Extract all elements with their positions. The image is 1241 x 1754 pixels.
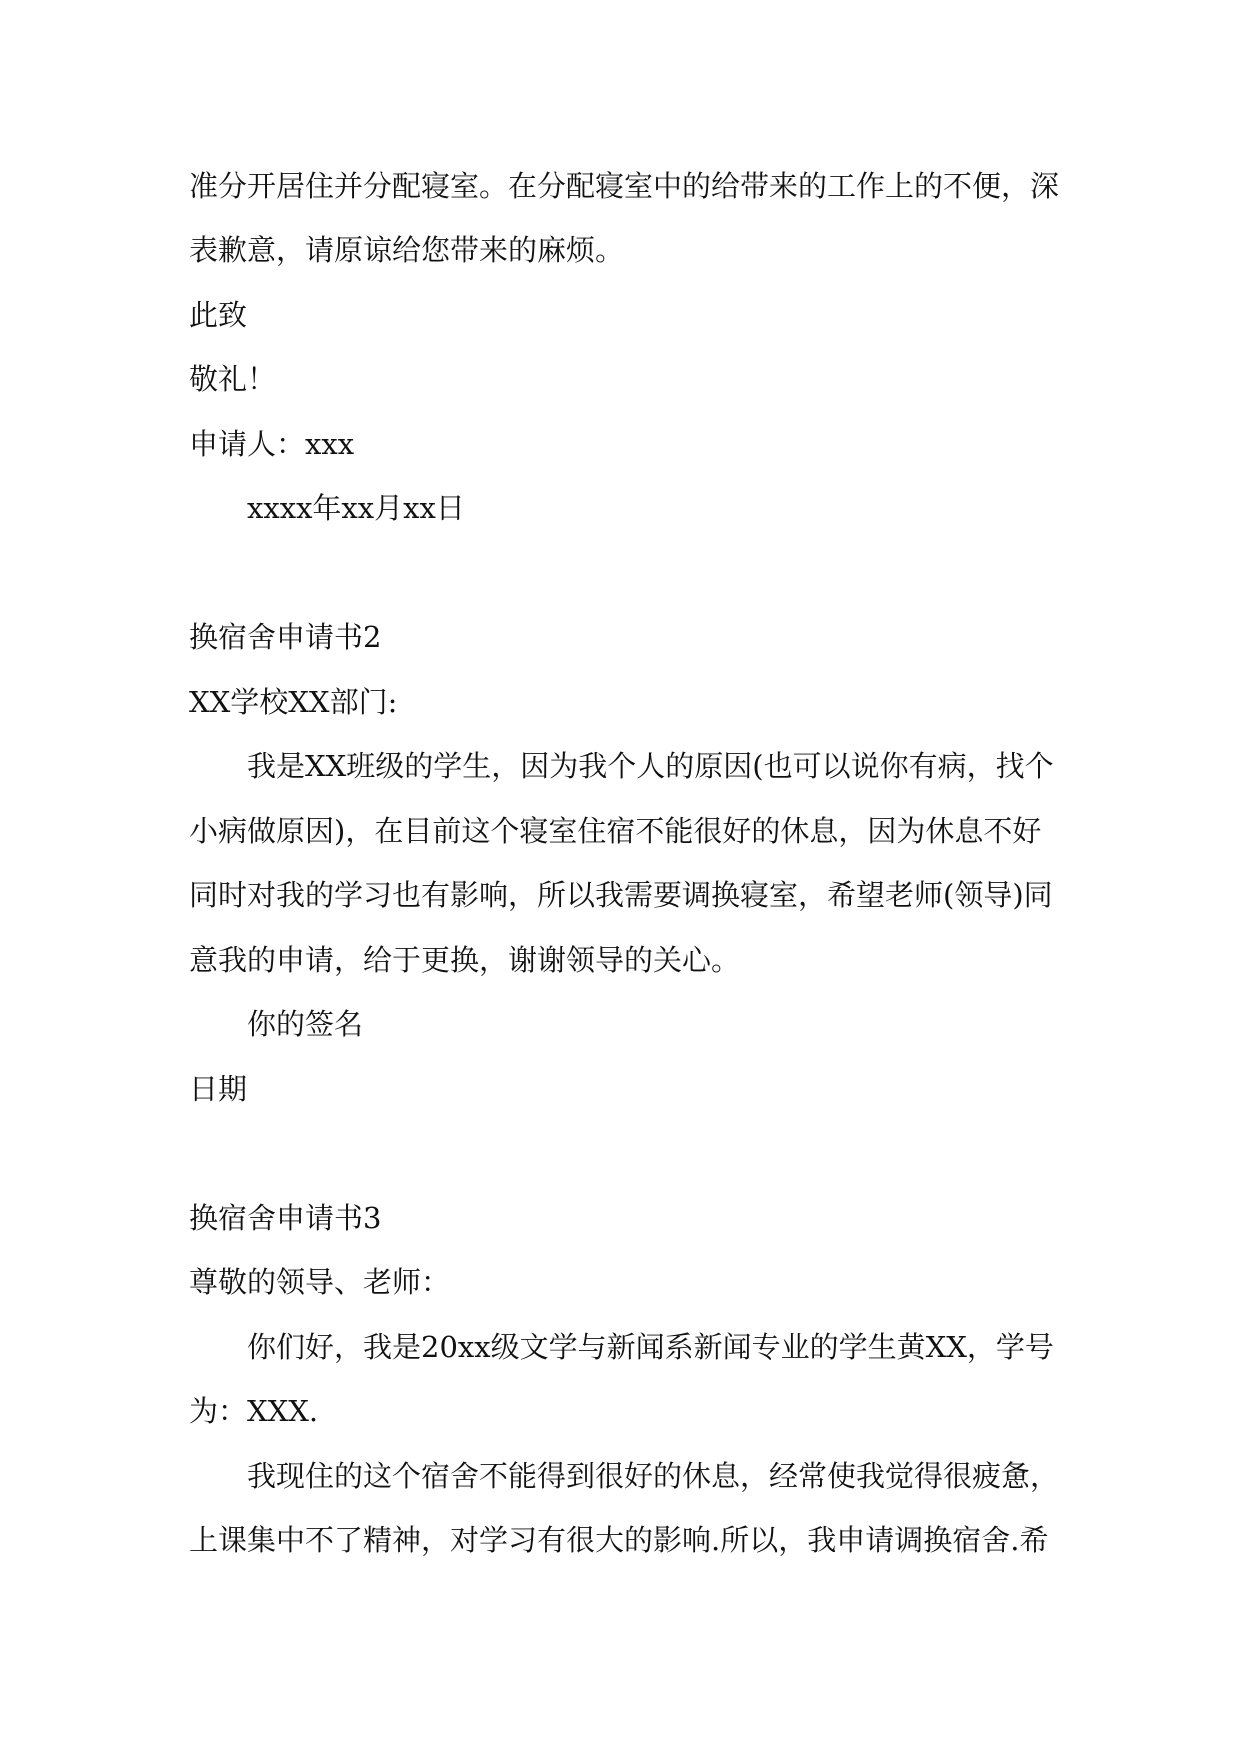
letter2-signature: 你的签名 [247, 1007, 364, 1041]
letter1-applicant: 申请人：xxx [189, 427, 355, 461]
letter1-closing-salutation: 此致 [189, 298, 248, 332]
letter2-body-line-4: 意我的申请，给于更换，谢谢领导的关心。 [189, 943, 741, 977]
letter2-body-line-1: 我是XX班级的学生，因为我个人的原因(也可以说你有病，找个 [247, 749, 1054, 783]
letter3-title: 换宿舍申请书3 [189, 1201, 382, 1235]
letter2-date: 日期 [189, 1072, 248, 1106]
letter3-addressee: 尊敬的领导、老师： [189, 1265, 451, 1299]
letter3-body-line-1: 你们好，我是20xx级文学与新闻系新闻专业的学生黄XX，学号 [247, 1330, 1054, 1364]
letter2-body-line-3: 同时对我的学习也有影响，所以我需要调换寝室，希望老师(领导)同 [189, 878, 1053, 912]
letter3-body-line-4: 上课集中不了精神，对学习有很大的影响.所以，我申请调换宿舍.希 [189, 1523, 1049, 1557]
letter1-date: xxxx年xx月xx日 [247, 491, 465, 525]
letter1-closing-regards: 敬礼！ [189, 362, 277, 396]
letter3-body-line-3: 我现住的这个宿舍不能得到很好的休息，经常使我觉得很疲惫， [247, 1459, 1059, 1493]
letter2-title: 换宿舍申请书2 [189, 620, 382, 654]
letter2-addressee: XX学校XX部门: [189, 685, 398, 719]
letter1-body-line-1: 准分开居住并分配寝室。在分配寝室中的给带来的工作上的不便，深 [189, 169, 1059, 203]
letter2-body-line-2: 小病做原因)，在目前这个寝室住宿不能很好的休息，因为休息不好 [189, 814, 1042, 848]
letter3-body-line-2: 为：XXX. [189, 1394, 319, 1428]
letter1-body-line-2: 表歉意，请原谅给您带来的麻烦。 [189, 233, 625, 267]
